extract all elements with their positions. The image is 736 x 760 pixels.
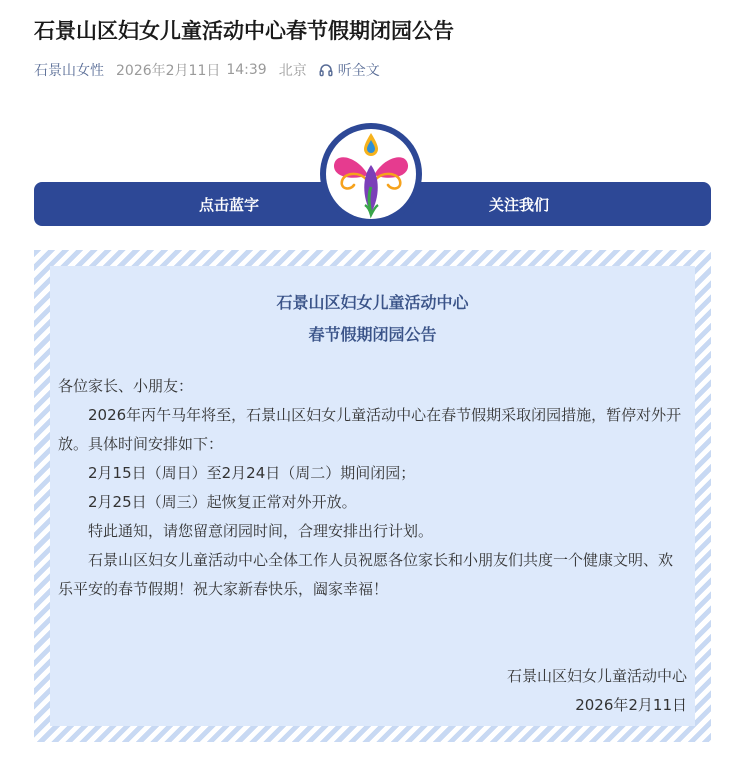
flower-logo [318, 121, 424, 227]
listen-label: 听全文 [337, 63, 380, 79]
publish-time: 14:39 [226, 62, 267, 78]
notice-paragraph: 特此通知，请您留意闭园时间，合理安排出行计划。 [88, 522, 434, 540]
notice-paragraph: 2026年丙午马年将至，石景山区妇女儿童活动中心在春节假期采取闭园措施，暂停对外开放。具体时间安排如下： [58, 406, 682, 453]
listen-button[interactable] [319, 60, 380, 80]
notice-signature: 石景山区妇女儿童活动中心 [506, 667, 687, 685]
notice-signature-block [507, 662, 687, 720]
follow-us-button[interactable]: 关注我们 [488, 195, 549, 214]
account-name-link[interactable]: 石景山女性 [34, 63, 104, 79]
notice-paragraph: 2月25日（周三）起恢复正常对外开放。 [88, 493, 357, 511]
notice-heading: 春节假期闭园公告 [308, 325, 437, 344]
click-blue-text-button[interactable]: 点击蓝字 [198, 195, 259, 214]
notice-signature-date: 2026年2月11日 [575, 696, 687, 714]
article-title: 石景山区妇女儿童活动中心春节假期闭园公告 [34, 19, 454, 43]
publish-location: 北京 [278, 63, 307, 79]
notice-card-inner [50, 266, 695, 726]
headphones-icon [319, 63, 333, 77]
notice-greeting: 各位家长、小朋友： [58, 377, 194, 395]
publish-date: 2026年2月11日 [116, 63, 221, 79]
notice-organization: 石景山区妇女儿童活动中心 [276, 293, 469, 312]
article-meta [34, 58, 380, 82]
notice-body [58, 372, 687, 604]
notice-paragraph: 石景山区妇女儿童活动中心全体工作人员祝愿各位家长和小朋友们共度一个健康文明、欢乐平安的春节假期！祝大家新春快乐，阖家幸福！ [58, 551, 674, 598]
notice-card [34, 250, 711, 742]
notice-paragraph: 2月15日（周日）至2月24日（周二）期间闭园； [88, 464, 416, 482]
